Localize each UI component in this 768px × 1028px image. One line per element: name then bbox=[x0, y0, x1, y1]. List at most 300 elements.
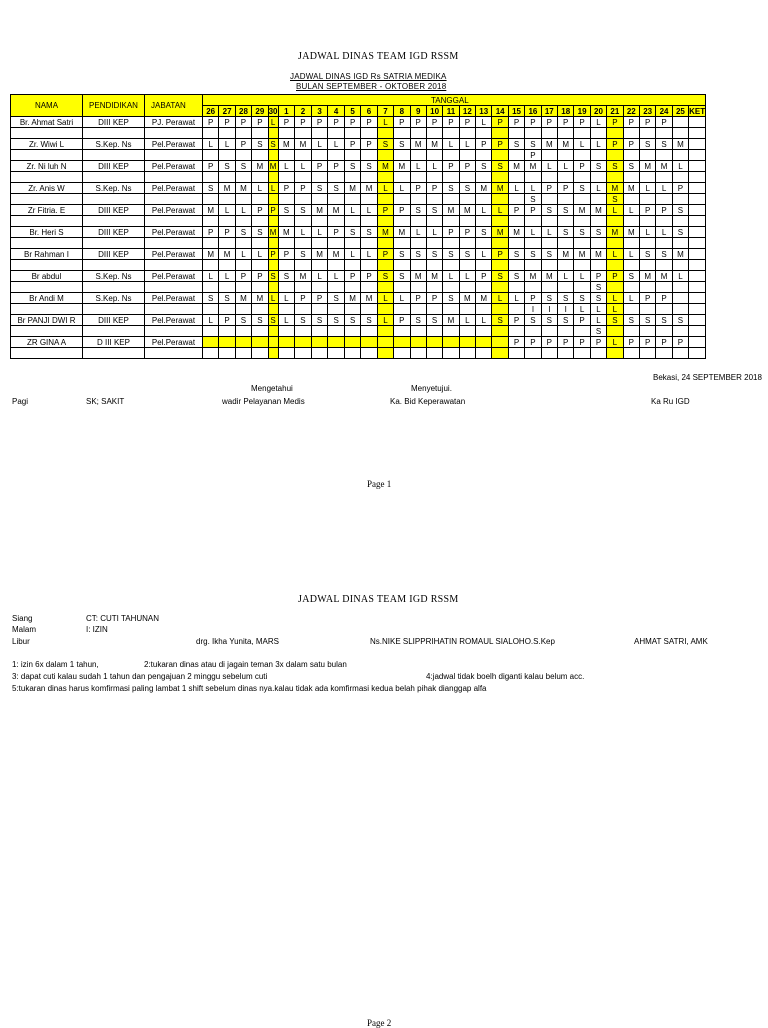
shift-cell: P bbox=[558, 337, 574, 348]
spacer-mark bbox=[558, 326, 574, 337]
spacer-mark bbox=[361, 238, 377, 249]
spacer-mark bbox=[311, 304, 328, 315]
shift-cell: P bbox=[508, 315, 524, 326]
spacer-mark bbox=[311, 194, 328, 205]
shift-cell: P bbox=[476, 139, 492, 150]
spacer-cell bbox=[145, 128, 203, 139]
staff-position: Pel.Perawat bbox=[145, 271, 203, 282]
note-2: 2:tukaran dinas atau di jagain teman 3x dalam satu bulan bbox=[144, 660, 347, 669]
spacer-mark bbox=[278, 238, 295, 249]
spacer-mark bbox=[235, 216, 251, 227]
shift-cell: L bbox=[607, 337, 623, 348]
spacer-cell bbox=[11, 194, 83, 205]
spacer-mark bbox=[219, 172, 235, 183]
staff-education: S.Kep. Ns bbox=[83, 183, 145, 194]
spacer-mark bbox=[525, 348, 541, 359]
table-row bbox=[11, 205, 706, 216]
shift-cell: M bbox=[443, 205, 459, 216]
shift-cell: M bbox=[607, 227, 623, 238]
shift-cell bbox=[672, 293, 688, 304]
spacer-mark bbox=[639, 150, 655, 161]
spacer-mark bbox=[235, 194, 251, 205]
shift-cell: P bbox=[311, 293, 328, 304]
spacer-mark: L bbox=[574, 304, 590, 315]
shift-cell: S bbox=[295, 315, 312, 326]
shift-cell: S bbox=[476, 227, 492, 238]
spacer-cell bbox=[689, 304, 706, 315]
shift-cell: L bbox=[459, 315, 475, 326]
spacer-mark bbox=[235, 282, 251, 293]
signatory-karu: Ka Ru IGD bbox=[651, 397, 690, 406]
shift-cell: L bbox=[203, 315, 219, 326]
shift-cell: L bbox=[492, 205, 508, 216]
shift-cell: M bbox=[235, 183, 251, 194]
shift-cell: P bbox=[377, 249, 393, 260]
spacer-cell bbox=[689, 260, 706, 271]
spacer-cell bbox=[145, 326, 203, 337]
shift-cell: P bbox=[219, 227, 235, 238]
shift-cell: L bbox=[295, 227, 312, 238]
spacer-mark bbox=[623, 282, 639, 293]
spacer-mark bbox=[525, 326, 541, 337]
day-header: 27 bbox=[219, 106, 235, 117]
shift-cell: L bbox=[525, 227, 541, 238]
spacer-mark bbox=[328, 216, 345, 227]
shift-cell: L bbox=[492, 293, 508, 304]
staff-education: DIII KEP bbox=[83, 161, 145, 172]
page-number-2: Page 2 bbox=[367, 1018, 392, 1028]
spacer-mark bbox=[574, 326, 590, 337]
spacer-mark bbox=[328, 172, 345, 183]
spacer-mark bbox=[656, 194, 672, 205]
spacer-mark bbox=[328, 348, 345, 359]
day-header: 11 bbox=[443, 106, 459, 117]
shift-cell: L bbox=[607, 205, 623, 216]
spacer-mark bbox=[443, 326, 459, 337]
shift-cell: S bbox=[235, 227, 251, 238]
shift-cell: P bbox=[410, 117, 426, 128]
shift-cell: M bbox=[410, 139, 426, 150]
ket-cell bbox=[689, 117, 706, 128]
shift-cell: P bbox=[558, 183, 574, 194]
spacer-mark bbox=[508, 304, 524, 315]
spacer-mark bbox=[672, 194, 688, 205]
spacer-mark bbox=[361, 216, 377, 227]
shift-cell: M bbox=[394, 161, 410, 172]
spacer-mark bbox=[252, 216, 268, 227]
spacer-mark bbox=[426, 194, 442, 205]
shift-cell bbox=[344, 337, 360, 348]
spacer-mark bbox=[361, 326, 377, 337]
shift-cell: P bbox=[311, 117, 328, 128]
shift-cell: L bbox=[574, 139, 590, 150]
spacer-mark bbox=[492, 172, 508, 183]
shift-cell: S bbox=[443, 183, 459, 194]
shift-cell: P bbox=[410, 183, 426, 194]
shift-cell: S bbox=[278, 271, 295, 282]
spacer-mark bbox=[252, 348, 268, 359]
spacer-mark bbox=[295, 238, 312, 249]
shift-cell: M bbox=[508, 161, 524, 172]
spacer-cell bbox=[11, 238, 83, 249]
spacer-mark bbox=[410, 150, 426, 161]
shift-cell: L bbox=[639, 183, 655, 194]
mengetahui-label: Mengetahui bbox=[251, 384, 293, 393]
shift-cell: M bbox=[311, 205, 328, 216]
shift-cell bbox=[252, 337, 268, 348]
day-header: 2 bbox=[295, 106, 312, 117]
spacer-mark bbox=[311, 238, 328, 249]
shift-cell: P bbox=[574, 161, 590, 172]
shift-cell: P bbox=[295, 293, 312, 304]
shift-cell: S bbox=[525, 249, 541, 260]
spacer-mark bbox=[656, 150, 672, 161]
shift-cell: P bbox=[623, 337, 639, 348]
shift-cell: P bbox=[525, 205, 541, 216]
spacer-mark bbox=[278, 194, 295, 205]
spacer-mark bbox=[377, 128, 393, 139]
shift-cell: M bbox=[656, 161, 672, 172]
shift-cell: S bbox=[268, 315, 278, 326]
spacer-mark bbox=[361, 172, 377, 183]
spacer-cell bbox=[689, 172, 706, 183]
ket-cell bbox=[689, 271, 706, 282]
spacer-mark bbox=[203, 326, 219, 337]
shift-cell: L bbox=[328, 271, 345, 282]
shift-cell bbox=[443, 337, 459, 348]
spacer-cell bbox=[689, 194, 706, 205]
shift-cell: M bbox=[639, 161, 655, 172]
spacer-mark bbox=[311, 326, 328, 337]
shift-cell: L bbox=[607, 293, 623, 304]
spacer-mark bbox=[410, 216, 426, 227]
shift-cell: P bbox=[476, 271, 492, 282]
spacer-mark bbox=[426, 216, 442, 227]
shift-cell: L bbox=[268, 117, 278, 128]
shift-cell: P bbox=[252, 271, 268, 282]
spacer-mark: I bbox=[525, 304, 541, 315]
spacer-mark bbox=[377, 150, 393, 161]
spacer-mark bbox=[219, 194, 235, 205]
shift-cell: P bbox=[361, 139, 377, 150]
spacer-mark bbox=[235, 172, 251, 183]
spacer-mark bbox=[476, 172, 492, 183]
spacer-mark bbox=[361, 348, 377, 359]
spacer-mark bbox=[311, 348, 328, 359]
staff-name: Br. Heri S bbox=[11, 227, 83, 238]
spacer-mark bbox=[203, 304, 219, 315]
shift-cell: P bbox=[541, 183, 557, 194]
spacer-mark bbox=[361, 150, 377, 161]
spacer-mark bbox=[344, 216, 360, 227]
shift-cell: L bbox=[377, 293, 393, 304]
spacer-mark bbox=[252, 304, 268, 315]
shift-cell: M bbox=[459, 293, 475, 304]
shift-cell: S bbox=[639, 249, 655, 260]
shift-cell: P bbox=[311, 161, 328, 172]
shift-cell: S bbox=[394, 249, 410, 260]
shift-cell: L bbox=[426, 227, 442, 238]
spacer-mark bbox=[377, 216, 393, 227]
spacer-mark bbox=[278, 304, 295, 315]
spacer-mark bbox=[459, 260, 475, 271]
spacer-mark bbox=[639, 304, 655, 315]
signatory-wadir: wadir Pelayanan Medis bbox=[222, 397, 305, 406]
shift-cell: P bbox=[656, 205, 672, 216]
spacer-mark bbox=[394, 348, 410, 359]
shift-cell: M bbox=[269, 161, 277, 171]
spacer-mark bbox=[443, 238, 459, 249]
spacer-mark bbox=[377, 172, 393, 183]
shift-cell: P bbox=[426, 117, 442, 128]
shift-cell: L bbox=[590, 117, 606, 128]
shift-cell: L bbox=[278, 293, 295, 304]
spacer-mark bbox=[541, 326, 557, 337]
spacer-mark bbox=[525, 216, 541, 227]
shift-cell: S bbox=[344, 227, 360, 238]
spacer-mark bbox=[295, 172, 312, 183]
spacer-mark bbox=[394, 260, 410, 271]
shift-cell bbox=[672, 117, 688, 128]
spacer-mark bbox=[344, 260, 360, 271]
shift-cell: L bbox=[623, 249, 639, 260]
shift-cell: S bbox=[410, 249, 426, 260]
spacer-mark bbox=[426, 304, 442, 315]
note-4: 4:jadwal tidak boelh diganti kalau belum acc. bbox=[426, 672, 585, 681]
shift-cell: L bbox=[252, 249, 268, 260]
staff-name: Zr. Anis W bbox=[11, 183, 83, 194]
shift-cell: P bbox=[268, 205, 278, 216]
spacer-mark bbox=[492, 216, 508, 227]
spacer-mark bbox=[394, 128, 410, 139]
spacer-mark bbox=[278, 348, 295, 359]
spacer-mark bbox=[574, 194, 590, 205]
legend-cuti: CT: CUTI TAHUNAN bbox=[86, 614, 160, 623]
shift-cell: P bbox=[623, 139, 639, 150]
spacer-cell bbox=[145, 172, 203, 183]
spacer-mark bbox=[295, 150, 312, 161]
spacer-mark bbox=[590, 260, 606, 271]
note-3: 3: dapat cuti kalau sudah 1 tahun dan pengajuan 2 minggu sebelum cuti bbox=[12, 672, 268, 681]
shift-cell: L bbox=[377, 315, 393, 326]
spacer-mark bbox=[476, 260, 492, 271]
spacer-mark bbox=[574, 260, 590, 271]
spacer-mark bbox=[426, 282, 442, 293]
shift-cell: L bbox=[607, 249, 623, 260]
spacer-mark bbox=[623, 128, 639, 139]
shift-cell: S bbox=[361, 161, 377, 172]
spacer-mark bbox=[278, 150, 295, 161]
spacer-mark bbox=[623, 260, 639, 271]
spacer-row bbox=[11, 172, 706, 183]
col-header-nama: NAMA bbox=[11, 95, 83, 117]
spacer-mark bbox=[268, 172, 278, 183]
shift-cell: S bbox=[656, 315, 672, 326]
shift-cell: S bbox=[252, 139, 268, 150]
staff-position: Pel.Perawat bbox=[145, 183, 203, 194]
spacer-cell bbox=[11, 172, 83, 183]
shift-cell: P bbox=[410, 293, 426, 304]
shift-cell: S bbox=[328, 315, 345, 326]
staff-name: Zr Fitria. E bbox=[11, 205, 83, 216]
shift-cell: L bbox=[235, 249, 251, 260]
spacer-mark bbox=[426, 150, 442, 161]
spacer-mark bbox=[203, 194, 219, 205]
spacer-mark bbox=[459, 238, 475, 249]
shift-cell: S bbox=[344, 161, 360, 172]
shift-cell: P bbox=[672, 183, 688, 194]
spacer-mark bbox=[394, 282, 410, 293]
spacer-mark bbox=[525, 172, 541, 183]
ket-cell bbox=[689, 249, 706, 260]
page1-subtitle-period: BULAN SEPTEMBER - OKTOBER 2018 bbox=[296, 82, 447, 91]
shift-cell: L bbox=[394, 183, 410, 194]
shift-cell: S bbox=[203, 293, 219, 304]
spacer-mark bbox=[377, 326, 393, 337]
spacer-mark bbox=[328, 326, 345, 337]
col-header-tanggal: TANGGAL bbox=[203, 95, 706, 106]
shift-cell: M bbox=[623, 183, 639, 194]
shift-cell: P bbox=[443, 161, 459, 172]
shift-cell: M bbox=[235, 293, 251, 304]
shift-cell: P bbox=[672, 337, 688, 348]
ket-cell bbox=[689, 337, 706, 348]
spacer-mark bbox=[656, 128, 672, 139]
spacer-mark bbox=[574, 238, 590, 249]
spacer-cell bbox=[145, 238, 203, 249]
shift-cell: P bbox=[574, 117, 590, 128]
spacer-mark bbox=[476, 326, 492, 337]
shift-cell: S bbox=[219, 293, 235, 304]
shift-cell: M bbox=[219, 183, 235, 194]
shift-cell: P bbox=[278, 117, 295, 128]
spacer-cell bbox=[145, 348, 203, 359]
spacer-mark bbox=[508, 150, 524, 161]
shift-cell: P bbox=[492, 117, 508, 128]
spacer-cell bbox=[83, 238, 145, 249]
shift-cell: M bbox=[295, 139, 312, 150]
shift-cell: S bbox=[639, 139, 655, 150]
spacer-mark bbox=[508, 128, 524, 139]
spacer-mark bbox=[574, 282, 590, 293]
shift-cell: L bbox=[525, 183, 541, 194]
shift-cell bbox=[295, 337, 312, 348]
shift-cell: L bbox=[656, 227, 672, 238]
shift-cell: S bbox=[574, 293, 590, 304]
shift-cell: S bbox=[203, 183, 219, 194]
spacer-mark bbox=[361, 260, 377, 271]
shift-cell: P bbox=[607, 139, 623, 150]
staff-education: S.Kep. Ns bbox=[83, 271, 145, 282]
shift-cell: L bbox=[541, 161, 557, 172]
spacer-mark bbox=[311, 282, 328, 293]
shift-cell: P bbox=[203, 161, 219, 172]
spacer-mark bbox=[235, 304, 251, 315]
spacer-mark bbox=[508, 172, 524, 183]
spacer-mark bbox=[426, 326, 442, 337]
spacer-cell bbox=[11, 128, 83, 139]
spacer-mark bbox=[203, 216, 219, 227]
spacer-cell bbox=[83, 194, 145, 205]
spacer-mark bbox=[590, 348, 606, 359]
shift-cell: P bbox=[361, 117, 377, 128]
ket-cell bbox=[689, 227, 706, 238]
shift-cell: L bbox=[672, 161, 688, 172]
table-row bbox=[11, 271, 706, 282]
shift-cell: M bbox=[311, 249, 328, 260]
shift-cell: M bbox=[203, 249, 219, 260]
spacer-mark bbox=[361, 128, 377, 139]
legend-pagi: Pagi bbox=[12, 397, 29, 406]
spacer-mark bbox=[525, 128, 541, 139]
shift-cell: L bbox=[459, 139, 475, 150]
shift-cell: S bbox=[590, 227, 606, 238]
day-header: 14 bbox=[492, 106, 508, 117]
shift-cell: S bbox=[508, 271, 524, 282]
shift-cell bbox=[203, 337, 219, 348]
spacer-mark bbox=[590, 150, 606, 161]
shift-cell: L bbox=[311, 227, 328, 238]
shift-cell: P bbox=[639, 337, 655, 348]
shift-cell: L bbox=[656, 183, 672, 194]
shift-cell: L bbox=[459, 271, 475, 282]
spacer-mark bbox=[623, 172, 639, 183]
shift-cell: M bbox=[410, 271, 426, 282]
spacer-mark bbox=[426, 128, 442, 139]
spacer-mark: S bbox=[525, 194, 541, 205]
shift-cell: L bbox=[268, 293, 278, 304]
spacer-mark bbox=[410, 348, 426, 359]
shift-cell bbox=[492, 337, 508, 348]
shift-cell: S bbox=[426, 315, 442, 326]
day-header: 28 bbox=[235, 106, 251, 117]
spacer-mark bbox=[639, 348, 655, 359]
spacer-mark bbox=[410, 172, 426, 183]
shift-cell: P bbox=[607, 117, 623, 128]
spacer-mark bbox=[344, 172, 360, 183]
spacer-mark bbox=[252, 326, 268, 337]
shift-cell: P bbox=[394, 205, 410, 216]
spacer-mark bbox=[311, 172, 328, 183]
shift-cell: M bbox=[219, 249, 235, 260]
shift-cell: S bbox=[426, 205, 442, 216]
shift-cell: S bbox=[590, 293, 606, 304]
spacer-cell bbox=[689, 282, 706, 293]
spacer-mark bbox=[377, 348, 393, 359]
spacer-mark bbox=[525, 282, 541, 293]
spacer-mark bbox=[219, 260, 235, 271]
day-header: 4 bbox=[328, 106, 345, 117]
spacer-mark: P bbox=[525, 150, 541, 161]
shift-cell: L bbox=[476, 315, 492, 326]
spacer-mark bbox=[558, 238, 574, 249]
spacer-mark bbox=[492, 238, 508, 249]
spacer-mark bbox=[590, 194, 606, 205]
shift-cell: S bbox=[541, 205, 557, 216]
spacer-mark bbox=[268, 216, 278, 227]
spacer-mark bbox=[426, 172, 442, 183]
spacer-mark bbox=[219, 282, 235, 293]
shift-cell: M bbox=[492, 227, 508, 238]
spacer-mark bbox=[328, 304, 345, 315]
spacer-mark bbox=[476, 194, 492, 205]
shift-cell: P bbox=[558, 117, 574, 128]
spacer-mark bbox=[361, 194, 377, 205]
spacer-mark bbox=[410, 194, 426, 205]
shift-cell: P bbox=[508, 205, 524, 216]
spacer-mark bbox=[558, 282, 574, 293]
spacer-cell bbox=[145, 150, 203, 161]
